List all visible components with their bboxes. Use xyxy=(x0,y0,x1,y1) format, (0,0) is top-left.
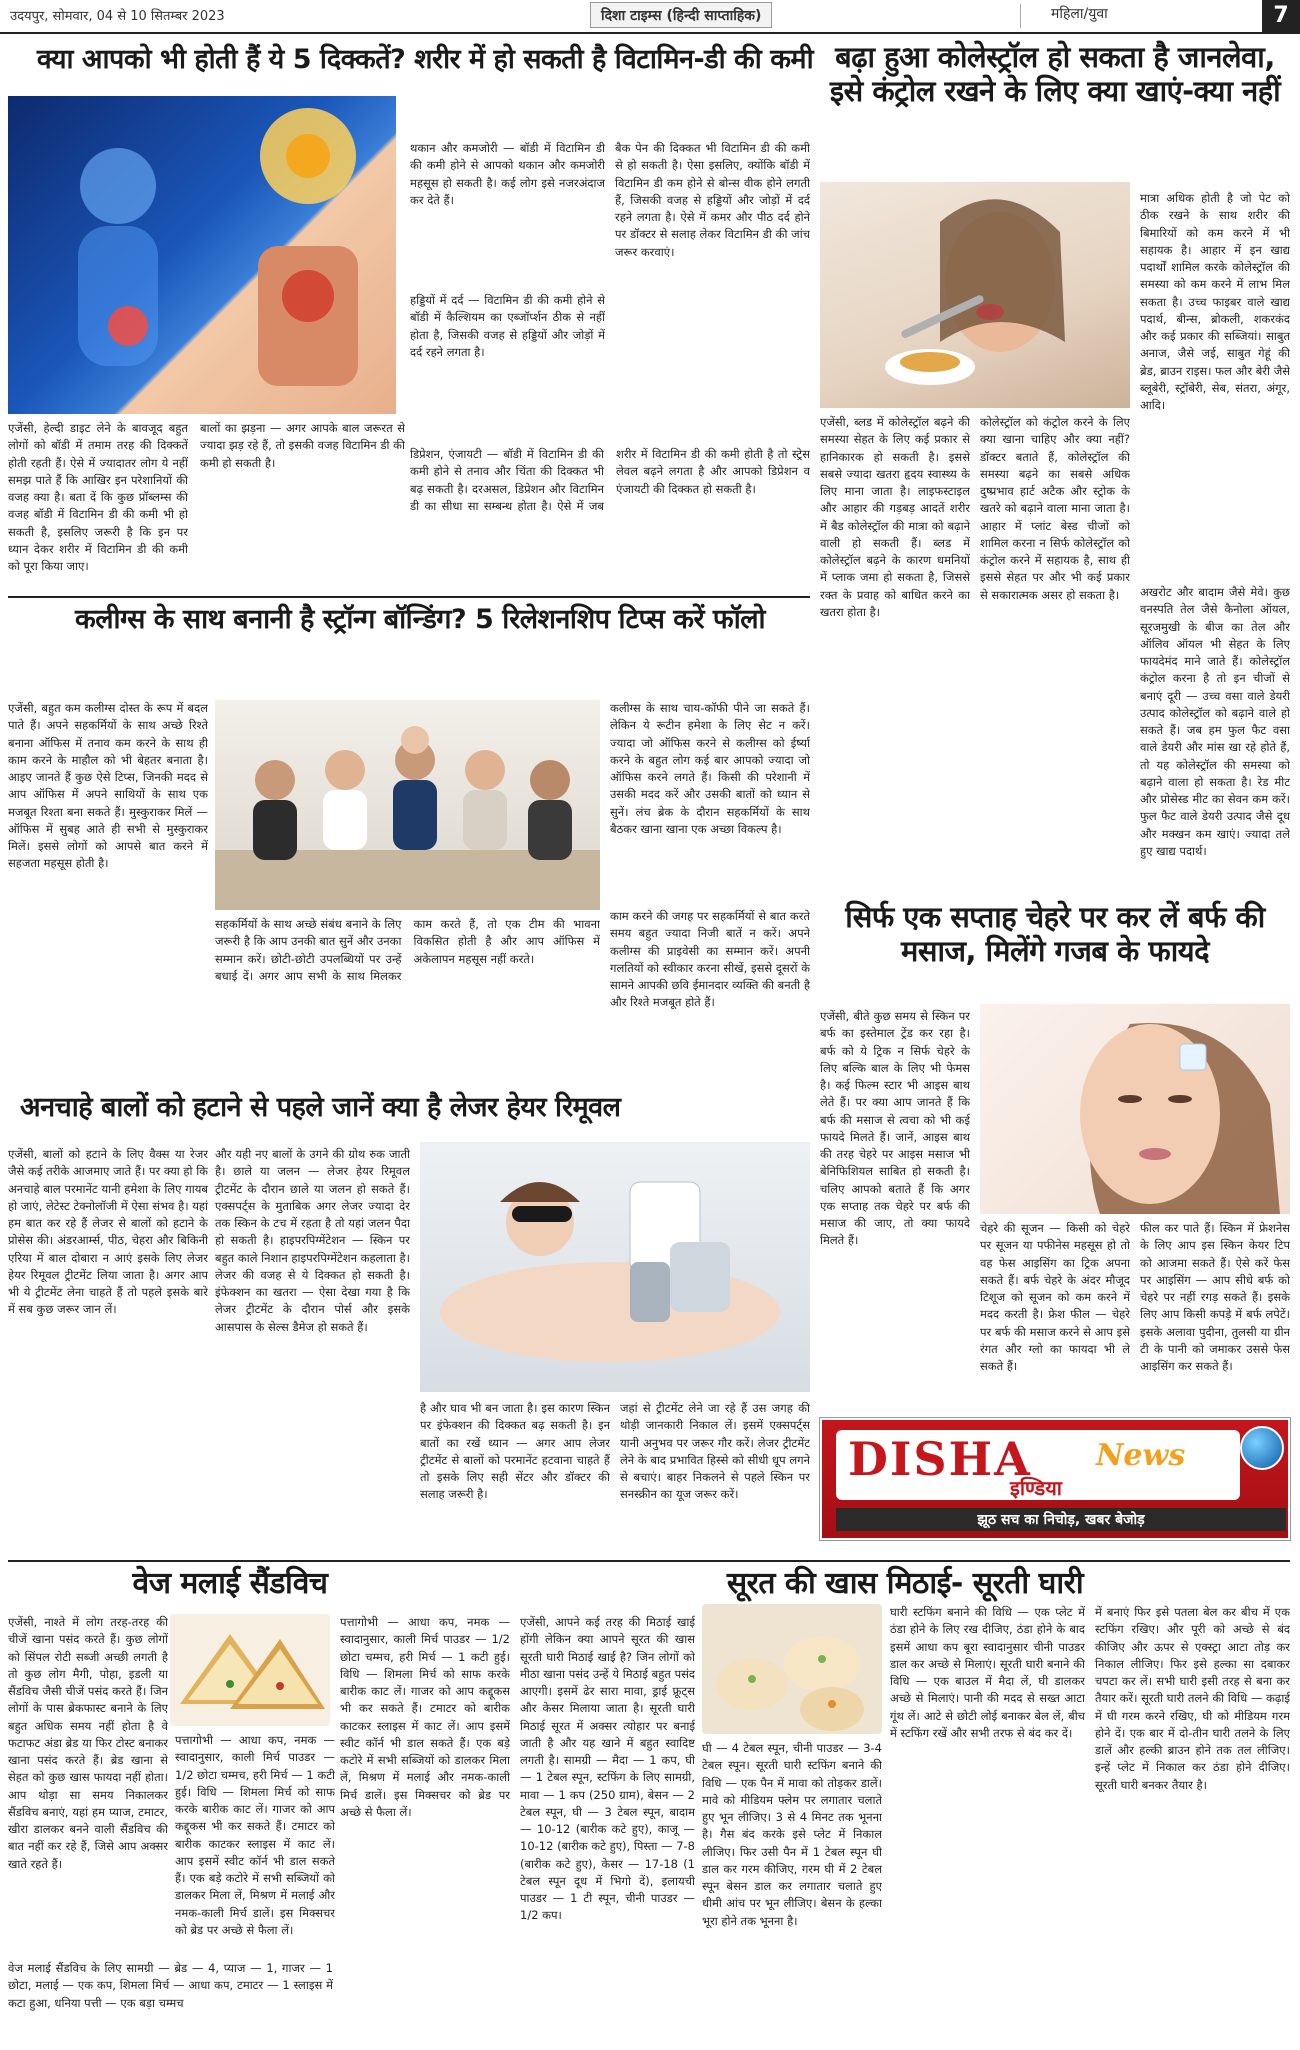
article-laser-headline: अनचाहे बालों को हटाने से पहले जानें क्या है लेजर हेयर रिमूवल xyxy=(20,1092,621,1123)
article-ghari-headline: सूरत की खास मिठाई- सूरती घारी xyxy=(726,1566,1084,1601)
article-sandwich-col1: एजेंसी, नाश्ते में लोग तरह-तरह की चीजें खाना पसंद करते हैं। कुछ लोगों को सिंपल रोटी सब्जी अच्छी लगती है तो कुछ लोग मैगी, पोहा, इडली या सैंडविच जैसी चीजें पसंद करते हैं। जिन लोगों के पास ब्रेकफास्ट बनाने के लिए बहुत अधिक समय नहीं होता है वे फटाफट अंडा ब्रेड या फिर टोस्ट बनाकर खाना पसंद करते हैं। ब्रेड खाना से सेहत को कुछ खास फायदा नहीं होता। आप थोड़ा सा समय निकालकर सैंडविच बनाएं, यहां हम प्याज, टमाटर, खीरा डालकर बनने वाली सैंडविच की बात नहीं कर रहे हैं, जिसे आप अक्सर खाते रहते हैं। xyxy=(8,1615,168,1871)
article-vitamin-d-col1: एजेंसी, हेल्दी डाइट लेने के बावजूद बहुत लोगों को बॉडी में तमाम तरह की दिक्कतें होती रहती हैं। ऐसे में ज्यादातर लोग ये नहीं समझ पाते हैं कि आखिर इन परेशानियों की वजह क्या है। बता दें कि कुछ प्रॉब्लम्स की वजह बॉडी में विटामिन डी की कमी भी हो सकती है, इसलिए जरूरी है कि इन पर ध्यान देकर शरीर में विटामिन डी की कमी को पूरा किया जाए। xyxy=(8,421,188,573)
article-ghari-col2: घी — 4 टेबल स्पून, चीनी पाउडर — 3-4 टेबल स्पून। सूरती घारी स्टफिंग बनाने की विधि — एक पैन में मावा को तोड़कर डालें। मावे को मीडियम फ्लेम पर लगातार चलाते हुए भून लीजिए। 3 से 4 मिनट तक भूनना है। गैस बंद करके इसे प्लेट में निकाल लीजिए। फिर उसी पैन में 1 टेबल स्पून घी डाल कर गरम कीजिए, गरम घी में 2 टेबल स्पून बेसन डाल कर लगातार चलाते हुए धीमी आंच पर भून लीजिए। बेसन के हल्का भूरा होने तक भूनना है। xyxy=(702,1741,882,1928)
article-colleagues-headline: कलीग्स के साथ बनानी है स्ट्रॉन्ग बॉन्डिंग? 5 रिलेशनशिप टिप्स करें फॉलो xyxy=(74,604,766,635)
page-number: 7 xyxy=(1262,0,1300,32)
article-cholesterol-col2: एजेंसी, ब्लड में कोलेस्ट्रॉल बढ़ने की समस्या सेहत के लिए कई प्रकार से हानिकारक हो सकती है। इससे सबसे ज्यादा खतरा हृदय स्वास्थ्य के लिए माना जाता है। लाइफस्टाइल और आहार की गड़बड़ आदतें शरीर में बैड कोलेस्ट्रॉल की मात्रा को बढ़ाने वाली हो सकती हैं। ब्लड में कोलेस्ट्रॉल बढ़ने के कारण धमनियों में प्लाक जमा हो सकता है, जिससे रक्त के प्रवाह को बाधित करने का खतरा होता है। xyxy=(820,415,970,619)
sandwich-image xyxy=(170,1614,330,1726)
article-vitamin-d-col2c: बालों का झड़ना — अगर आपके बाल जरूरत से ज्यादा झड़ रहे हैं, तो इसकी वजह विटामिन डी की कमी हो सकती है। xyxy=(200,421,405,470)
article-ghari-col3: घारी स्टफिंग बनाने की विधि — एक प्लेट में ठंडा होने के लिए रख दीजिए, ठंडा होने के बाद इसमें आधा कप बूरा स्वादानुसार चीनी पाउडर डाल कर अच्छे से मिलाएं। सूरती घारी बनाने की विधि — एक बाउल में मैदा लें, घी डालकर अच्छे से मिलाएं। पानी की मदद से सख्त आटा गूंथ लें। आटे से छोटी लोई बनाकर बेल लें, बीच में स्टफिंग रखें और सभी तरफ से बंद कर दें। xyxy=(890,1605,1085,1740)
section-divider xyxy=(8,596,810,598)
vitamin-d-image xyxy=(8,96,396,414)
masthead-publication: दिशा टाइम्स (हिन्दी साप्ताहिक) xyxy=(590,2,772,28)
article-ice-massage-col2: चेहरे की सूजन — किसी को चेहरे पर सूजन या पफीनेस महसूस हो तो वह फेस आइसिंग का ट्रिक अपना सकते हैं। बर्फ चेहरे के अंदर मौजूद टिशूज को सूजन को कम करने में मदद करती है। फ्रेश फील — चेहरे पर बर्फ की मसाज करने से आप इसे रंगत और ग्लो का फायदा भी ले सकते हैं। xyxy=(980,1221,1130,1373)
article-cholesterol-col1: मात्रा अधिक होती है जो पेट को ठीक रखने के साथ शरीर की बिमारियों को कम करने में भी सहायक है। आहार में इन खाद्य पदार्थों शामिल करके कोलेस्ट्रॉल की समस्या को कम करने में लाभ मिल सकता है। उच्च फाइबर वाले खाद्य पदार्थ, बीन्स, ब्रोकली, शकरकंद और कई प्रकार की सब्जियां। साबुत अनाज, जैसे जई, साबुत गेहूं की ब्रेड, ब्राउन राइस। फल और बेरी जैसे ब्लूबेरी, स्ट्रॉबेरी, सेब, संतरा, अंगूर, आदि। xyxy=(1140,191,1290,412)
article-vitamin-d-col2: थकान और कमजोरी — बॉडी में विटामिन डी की कमी होने से आपको थकान और कमजोरी महसूस हो सकती है। कई लोग इसे नजरअंदाज कर देते हैं। xyxy=(410,141,605,207)
article-vitamin-d-col2b: हड्डियों में दर्द — विटामिन डी की कमी होने से बॉडी में कैल्शियम का एब्जॉर्प्शन ठीक से नहीं होता है, जिसकी वजह से हड्डियों और जोड़ों में दर्द रहने लगता है। xyxy=(410,293,605,359)
article-ice-massage-headline: सिर्फ एक सप्ताह चेहरे पर कर लें बर्फ की मसाज, मिलेंगे गजब के फायदे xyxy=(845,900,1265,969)
colleagues-image xyxy=(215,700,600,910)
article-sandwich-headline: वेज मलाई सैंडविच xyxy=(132,1566,328,1601)
article-laser-col3: है और घाव भी बन जाता है। इस कारण स्किन पर इंफेक्शन की दिक्कत बढ़ सकती है। इन बातों का रखें ध्यान — अगर आप लेजर ट्रीटमेंट से बालों को परमानेंट हटवाना चाहते हैं तो इसके लिए सही सेंटर और डॉक्टर की सलाह जरूरी है। xyxy=(420,1401,610,1502)
article-laser-col1: एजेंसी, बालों को हटाने के लिए वैक्स या रेजर जैसे कई तरीके आजमाए जाते हैं। पर क्या हो कि अनचाहे बाल परमानेंट यानी हमेशा के लिए गायब हो जाएं, लेटेस्ट टेक्नोलॉजी में ऐसा संभव है। यहां हम बात कर रहे हैं लेजर से बालों को हटाने के प्रोसेस की। अंडरआर्म्स, पीठ, चेहरा और बिकिनी एरिया में बाल दोबारा न आएं इसके लिए लेजर हेयर रिमूवल ट्रीटमेंट लिया जाता है। अगर आप भी ये ट्रीटमेंट लेना चाहते हैं तो पहले इसके बारे में सब कुछ जरूर जान लें। xyxy=(8,1147,208,1317)
disha-news-globe-icon xyxy=(1240,1426,1284,1470)
article-vitamin-d-col3: बैक पेन की दिक्कत भी विटामिन डी की कमी से हो सकती है। ऐसा इसलिए, क्योंकि बॉडी में विटामिन डी कम होने से बोन्स वीक होने लगती हैं, जिसकी वजह से हड्डियों और जोड़ों में दर्द रहने लगता है। ऐसे में कमर और पीठ दर्द होने पर डॉक्टर से सलाह लेकर विटामिन डी की जांच जरूर करवाएं। xyxy=(615,141,810,259)
disha-news-motto: झूठ सच का निचोड़, खबर बेजोड़ xyxy=(836,1508,1286,1531)
article-sandwich-col2: पत्तागोभी — आधा कप, नमक — स्वादानुसार, काली मिर्च पाउडर — 1/2 छोटा चम्मच, हरी मिर्च — 1 कटी हुई। विधि — शिमला मिर्च को साफ करके बारीक काट लें। गाजर को आप कद्दूकस भी कर सकते हैं। टमाटर को बारीक काटकर स्लाइस में काट लें। आप इसमें स्वीट कॉर्न भी डाल सकते हैं। एक बड़े कटोरे में सभी सब्जियों को डालकर मिला लें, मिश्रण में मलाई और नमक-काली मिर्च डालें। इस मिक्सचर को ब्रेड पर अच्छे से फैला लें। xyxy=(340,1615,510,1819)
article-vitamin-d-col3b: डिप्रेशन, एंजायटी — बॉडी में विटामिन डी की कमी होने से तनाव और चिंता की दिक्कत भी बढ़ सकती है। दरअसल, डिप्रेशन और विटामिन डी का सीधा सा सम्बन्ध होता है। ऐसे में जब शरीर में विटामिन डी की कमी होती है तो स्ट्रेस लेवल बढ़ने लगता है और आपको डिप्रेशन व एंजायटी की दिक्कत हो सकती है। xyxy=(410,447,810,513)
article-ice-massage-col1: एजेंसी, बीते कुछ समय से स्किन पर बर्फ का इस्तेमाल ट्रेंड कर रहा है। बर्फ को ये ट्रिक न सिर्फ चेहरे के लिए बल्कि बाल के लिए भी फेमस है। कई फिल्म स्टार भी आइस बाथ लेते हैं। पर क्या आप जानते हैं कि बर्फ की मसाज से त्वचा को भी कई फायदे मिलते हैं। जानें, आइस बाथ की तरह चेहरे पर आइस मसाज भी बेनिफिशियल साबित हो सकती है। चलिए आपको बताते हैं कि अगर एक सप्ताह तक चेहरे पर बर्फ की मसाज की जाए, तो क्या फायदे मिलते हैं। xyxy=(820,1009,970,1248)
article-cholesterol-col3: कोलेस्ट्रॉल को कंट्रोल करने के लिए क्या खाना चाहिए और क्या नहीं? डॉक्टर बताते हैं, कोलेस्ट्रॉल की समस्या बढ़ने का सबसे अधिक दुष्प्रभाव हार्ट अटैक और स्ट्रोक के खतरे को बढ़ाने वाला माना जाता है। आहार में प्लांट बेस्ड चीजों को शामिल करना न सिर्फ कोलेस्ट्रॉल को कंट्रोल करने में सहायक है, साथ ही इससे सेहत पर और भी कई प्रकार से सकारात्मक असर हो सकता है। xyxy=(980,415,1130,602)
ice-massage-image xyxy=(980,1004,1290,1214)
disha-news-sub: इण्डिया xyxy=(1010,1476,1062,1500)
article-cholesterol-headline: बढ़ा हुआ कोलेस्ट्रॉल हो सकता है जानलेवा, इसे कंट्रोल रखने के लिए क्या खाएं-क्या नहीं xyxy=(829,40,1281,109)
disha-news-tag: News xyxy=(1096,1438,1186,1473)
article-sandwich-col1b: पत्तागोभी — आधा कप, नमक — स्वादानुसार, काली मिर्च पाउडर — 1/2 छोटा चम्मच, हरी मिर्च — 1 कटी हुई। विधि — शिमला मिर्च को साफ करके बारीक काट लें। गाजर को आप कद्दूकस भी कर सकते हैं। टमाटर को बारीक काटकर स्लाइस में काट लें। आप इसमें स्वीट कॉर्न भी डाल सकते हैं। एक बड़े कटोरे में सभी सब्जियों को डालकर मिला लें, मिश्रण में मलाई और नमक-काली मिर्च डालें। इस मिक्सचर को ब्रेड पर अच्छे से फैला लें। xyxy=(175,1733,335,1937)
article-laser-col2: और यही नए बालों के उगने की ग्रोथ रुक जाती है। छाले या जलन — लेजर हेयर रिमूवल ट्रीटमेंट के दौरान छाले या जलन हो सकते हैं। एक्सपर्ट्स के मुताबिक अगर लेजर ज्यादा देर तक स्किन के टच में रहता है तो यहां जलन पैदा हो सकती है। हाइपरपिग्मेंटेशन — स्किन पर बहुत काले निशान हाइपरपिग्मेंटेशन कहलाता है। लेजर की वजह से ये दिक्कत हो सकती है। इंफेक्शन का खतरा — ऐसा देखा गया है कि लेजर ट्रीटमेंट के दौरान पोर्स और इसके आसपास के सेल्स डैमेज हो सकते हैं। xyxy=(215,1147,410,1334)
masthead-date: उदयपुर, सोमवार, 04 से 10 सितम्बर 2023 xyxy=(10,9,225,24)
ghari-image xyxy=(702,1604,882,1734)
article-laser-col4: जहां से ट्रीटमेंट लेने जा रहे हैं उस जगह की थोड़ी जानकारी निकाल लें। इसमें एक्सपर्ट्स यानी अनुभव पर जरूर गौर करें। लेजर ट्रीटमेंट लेने के बाद प्रभावित हिस्से को सीधी धूप लगने से बचाएं। बाहर निकलने से पहले स्किन पर सनस्क्रीन का यूज जरूर करें। xyxy=(620,1401,810,1502)
article-ice-massage-col3: फील कर पाते हैं। स्किन में फ्रेशनेस के लिए आप इस स्किन केयर टिप को आजमा सकते हैं। ऐसे करें फेस पर आइसिंग — आप सीधे बर्फ को चेहरे पर नहीं रगड़ सकते हैं। इसके लिए आप किसी कपड़े में बर्फ लपेटें। इसके अलावा पुदीना, तुलसी या ग्रीन टी के पानी को जमाकर उससे फेस आइसिंग कर सकते हैं। xyxy=(1140,1221,1290,1373)
article-cholesterol-col4: अखरोट और बादाम जैसे मेवे। कुछ वनस्पति तेल जैसे कैनोला ऑयल, सूरजमुखी के बीज का तेल और ऑलिव ऑयल भी सेहत के लिए फायदेमंद माने जाते हैं। कोलेस्ट्रॉल कंट्रोल करना है तो इन चीजों से बनाएं दूरी — उच्च वसा वाले डेयरी उत्पाद कोलेस्ट्रॉल को बढ़ाने वाले हो सकते हैं। जब हम फुल फैट वसा वाले डेयरी और मांस खा रहे होते हैं, तो यह कोलेस्ट्रॉल की समस्या को बढ़ाने वाला हो सकता है। रेड मीट और प्रोसेस्ड मीट का सेवन कम करें। फुल फैट वाले डेयरी उत्पाद जैसे दूध और मक्खन कम खाएं। ज्यादा तले हुए खाद्य पदार्थ। xyxy=(1140,585,1290,858)
disha-news-brand: DISHA xyxy=(848,1432,1032,1486)
article-colleagues-col2: कलीग्स के साथ चाय-कॉफी पीने जा सकते हैं। लेकिन ये रूटीन हमेशा के लिए सेट न करें। ज्यादा जो ऑफिस करने से कलीग्स को ईर्ष्या करने के बहुत लोग कई बार आपको ज्यादा जो ऑफिस करने लगते हैं। किसी की परेशानी में उसकी मदद करें और उसकी बातों को ध्यान से सुनें। लंच ब्रेक के दौरान सहकर्मियों के साथ बैठकर खाना खाना एक अच्छा विकल्प है। xyxy=(610,701,810,836)
laser-image xyxy=(420,1142,810,1392)
article-ghari-col1: एजेंसी, आपने कई तरह की मिठाई खाई होंगी लेकिन क्या आपने सूरत की खास सूरती घारी मिठाई खाई है? जिन लोगों को मीठा खाना पसंद उन्हें ये मिठाई बहुत पसंद आएगी। इसमें ढेर सारा मावा, ड्राई फ्रूट्स और केसर मिलाया जाता है। सूरती घारी मिठाई सूरत में अक्सर त्योहार पर बनाई जाती है और यह खाने में बहुत स्वादिष्ट लगती है। सामग्री — मैदा — 1 कप, घी — 1 टेबल स्पून, स्टफिंग के लिए सामग्री, मावा — 1 कप (250 ग्राम), बेसन — 2 टेबल स्पून, घी — 3 टेबल स्पून, बादाम — 10-12 (बारीक कटे हुए), काजू — 10-12 (बारीक कटे हुए), पिस्ता — 7-8 (बारीक कटे हुए), केसर — 17-18 (1 टेबल स्पून दूध में भिगो दें), इलायची पाउडर — 1 टी स्पून, चीनी पाउडर — 1/2 कप। xyxy=(520,1615,695,1923)
article-colleagues-col4: काम करने की जगह पर सहकर्मियों से बात करते समय बहुत ज्यादा निजी बातें न करें। अपने कलीग्स की प्राइवेसी का सम्मान करें। अपनी गलतियों को स्वीकार करना सीखें, इससे दूसरों के सामने आपकी छवि ईमानदार व्यक्ति की बनती है और रिश्ते मजबूत होते हैं। xyxy=(610,909,810,1010)
cholesterol-image xyxy=(820,182,1130,408)
article-sandwich-ingredients: वेज मलाई सैंडविच के लिए सामग्री — ब्रेड — 4, प्याज — 1, गाजर — 1 छोटा, मलाई — एक कप, शिमला मिर्च — आधा कप, टमाटर — 1 स्लाइस में कटा हुआ, धनिया पत्ती — एक बड़ा चम्मच xyxy=(8,1961,333,2010)
article-vitamin-d-headline: क्या आपको भी होती हैं ये 5 दिक्कतें? शरीर में हो सकती है विटामिन-डी की कमी xyxy=(36,44,814,75)
article-colleagues-col1: एजेंसी, बहुत कम कलीग्स दोस्त के रूप में बदल पाते हैं। अपने सहकर्मियों के साथ अच्छे रिश्ते बनाना ऑफिस में तनाव कम करने के साथ ही काम करने के माहौल को भी बेहतर बनाता है। आइए जानते हैं कुछ ऐसे टिप्स, जिनकी मदद से आप ऑफिस में अपने साथियों के साथ एक मजबूत रिश्ता बना सकते हैं। मुस्कुराकर मिलें — ऑफिस में सुबह आते ही सभी से मुस्कुराकर मिलें। इससे लोगों को आपसे बात करने में सहजता महसूस होती है। xyxy=(8,701,208,871)
section-divider-2 xyxy=(8,1560,1290,1562)
article-colleagues-col3: सहकर्मियों के साथ अच्छे संबंध बनाने के लिए जरूरी है कि आप उनकी बात सुनें और उनका सम्मान करें। छोटी-छोटी उपलब्धियों पर उन्हें बधाई दें। अगर आप सभी के साथ मिलकर काम करते हैं, तो एक टीम की भावना विकसित होती है और आप ऑफिस में अकेलापन महसूस नहीं करते। xyxy=(215,917,600,983)
article-ghari-col4: में बनाएं फिर इसे पतला बेल कर बीच में एक स्टफिंग रखिए। और पूरी को अच्छे से बंद कीजिए और ऊपर से एक्स्ट्रा आटा तोड़ कर निकाल लीजिए। फिर इसे हल्का सा दबाकर चपटा कर लें। सभी घारी इसी तरह से बना कर तैयार करें। सूरती घारी तलने की विधि — कढ़ाई में घी गरम करने रखिए, घी को मीडियम गरम होने दें। एक बार में दो-तीन घारी तलने के लिए डालें और हल्की ब्राउन होने तक तल लीजिए। इन्हें प्लेट में निकाल कर ठंडा होने दीजिए। सूरती घारी बनकर तैयार है। xyxy=(1095,1605,1290,1792)
masthead-section: महिला/युवा xyxy=(1020,4,1108,28)
